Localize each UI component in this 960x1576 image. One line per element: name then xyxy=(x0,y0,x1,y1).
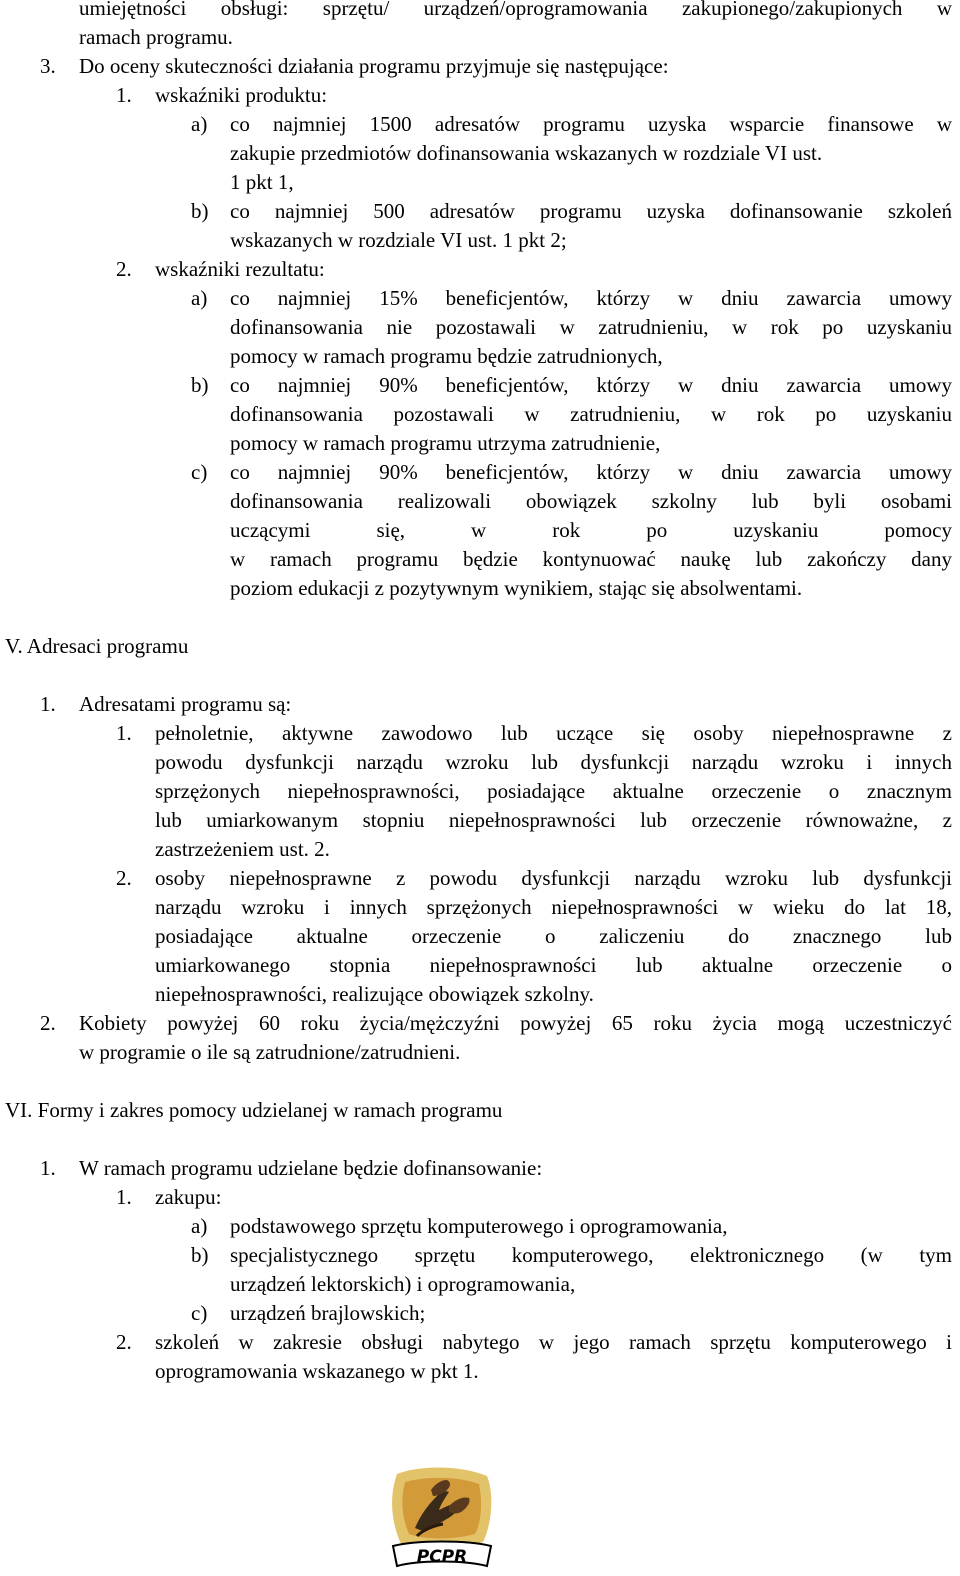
item-3-2-b-line-3: pomocy w ramach programu utrzyma zatrudnienie, xyxy=(230,431,661,455)
item-3-2-a-line-2: dofinansowania nie pozostawali w zatrudnieniu, w rok po uzyskaniu xyxy=(230,315,952,339)
continuation-line-2: ramach programu. xyxy=(79,25,233,49)
section-5-item-1-number: 1. xyxy=(40,692,56,716)
item-3-2-number: 2. xyxy=(116,257,132,281)
section-5-item-1-2-line-4: umiarkowanego stopnia niepełnosprawności lub aktualne orzeczenie o xyxy=(155,953,952,977)
section-5-item-1-1-line-2: powodu dysfunkcji narządu wzroku lub dysfunkcji narządu wzroku i innych xyxy=(155,750,952,774)
item-3-1-b-line-2: wskazanych w rozdziale VI ust. 1 pkt 2; xyxy=(230,228,567,252)
section-6-heading: VI. Formy i zakres pomocy udzielanej w ramach programu xyxy=(5,1098,503,1122)
item-3-2-c-label: c) xyxy=(191,460,208,484)
section-6-item-1-2-line-2: oprogramowania wskazanego w pkt 1. xyxy=(155,1359,479,1383)
section-6-item-1-2-line-1: szkoleń w zakresie obsługi nabytego w jego ramach sprzętu komputerowego i xyxy=(155,1330,952,1354)
logo-text: PCPR xyxy=(416,1547,468,1567)
item-3-1-b-line-1: co najmniej 500 adresatów programu uzyska dofinansowanie szkoleń xyxy=(230,199,952,223)
section-6-item-1-1-a-label: a) xyxy=(191,1214,208,1238)
section-6-item-1-1-a-line-1: podstawowego sprzętu komputerowego i oprogramowania, xyxy=(230,1214,728,1238)
item-3-1-a-line-2: zakupie przedmiotów dofinansowania wskazanych w rozdziale VI ust. xyxy=(230,141,823,165)
section-5-item-1-1-line-5: zastrzeżeniem ust. 2. xyxy=(155,837,330,861)
section-5-item-2-line-1: Kobiety powyżej 60 roku życia/mężczyźni powyżej 65 roku życia mogą uczestniczyć xyxy=(79,1011,952,1035)
section-5-item-1-1-line-3: sprzężonych niepełnosprawności, posiadające aktualne orzeczenie o znacznym xyxy=(155,779,952,803)
section-5-item-1-1-line-1: pełnoletnie, aktywne zawodowo lub uczące się osoby niepełnosprawne z xyxy=(155,721,952,745)
section-5-item-1-2-number: 2. xyxy=(116,866,132,890)
section-5-item-1-2-line-5: niepełnosprawności, realizujące obowiązek szkolny. xyxy=(155,982,594,1006)
section-5-item-1-2-line-2: narządu wzroku i innych sprzężonych niepełnosprawności w wieku do lat 18, xyxy=(155,895,952,919)
item-3-1-text: wskaźniki produktu: xyxy=(155,83,328,107)
section-6-item-1-1-b-label: b) xyxy=(191,1243,209,1267)
section-6-item-1-2-number: 2. xyxy=(116,1330,132,1354)
item-3-2-a-line-3: pomocy w ramach programu będzie zatrudnionych, xyxy=(230,344,663,368)
item-3-number: 3. xyxy=(40,54,56,78)
section-5-item-1-1-number: 1. xyxy=(116,721,132,745)
section-5-item-1-text: Adresatami programu są: xyxy=(79,692,292,716)
pcpr-logo-graphic xyxy=(387,1466,497,1570)
item-3-2-b-line-2: dofinansowania pozostawali w zatrudnieniu, w rok po uzyskaniu xyxy=(230,402,952,426)
item-3-1-a-line-1: co najmniej 1500 adresatów programu uzyska wsparcie finansowe w xyxy=(230,112,952,136)
section-6-item-1-1-number: 1. xyxy=(116,1185,132,1209)
section-6-item-1-1-c-line-1: urządzeń brajlowskich; xyxy=(230,1301,426,1325)
item-3-2-a-line-1: co najmniej 15% beneficjentów, którzy w dniu zawarcia umowy xyxy=(230,286,952,310)
section-6-item-1-1-c-label: c) xyxy=(191,1301,208,1325)
item-3-2-b-line-1: co najmniej 90% beneficjentów, którzy w dniu zawarcia umowy xyxy=(230,373,952,397)
section-5-item-2-number: 2. xyxy=(40,1011,56,1035)
item-3-2-c-line-3: uczącymi się, w rok po uzyskaniu pomocy xyxy=(230,518,952,542)
pcpr-logo xyxy=(387,1466,497,1570)
item-3-1-a-label: a) xyxy=(191,112,208,136)
item-3-2-c-line-1: co najmniej 90% beneficjentów, którzy w dniu zawarcia umowy xyxy=(230,460,952,484)
section-5-item-1-2-line-1: osoby niepełnosprawne z powodu dysfunkcji narządu wzroku lub dysfunkcji xyxy=(155,866,952,890)
section-5-heading: V. Adresaci programu xyxy=(5,634,189,658)
section-5-item-1-2-line-3: posiadające aktualne orzeczenie o zaliczeniu do znacznego lub xyxy=(155,924,952,948)
item-3-2-c-line-4: w ramach programu będzie kontynuować naukę lub zakończy dany xyxy=(230,547,952,571)
item-3-text: Do oceny skuteczności działania programu przyjmuje się następujące: xyxy=(79,54,669,78)
section-6-item-1-text: W ramach programu udzielane będzie dofinansowanie: xyxy=(79,1156,543,1180)
item-3-1-b-label: b) xyxy=(191,199,209,223)
continuation-line-1: umiejętności obsługi: sprzętu/ urządzeń/oprogramowania zakupionego/zakupionych w xyxy=(79,0,952,20)
section-5-item-1-1-line-4: lub umiarkowanym stopniu niepełnosprawności lub orzeczenie równoważne, z xyxy=(155,808,952,832)
section-5-item-2-line-2: w programie o ile są zatrudnione/zatrudnieni. xyxy=(79,1040,461,1064)
section-6-item-1-1-text: zakupu: xyxy=(155,1185,222,1209)
section-6-item-1-number: 1. xyxy=(40,1156,56,1180)
section-6-item-1-1-b-line-1: specjalistycznego sprzętu komputerowego, elektronicznego (w tym xyxy=(230,1243,952,1267)
section-6-item-1-1-b-line-2: urządzeń lektorskich) i oprogramowania, xyxy=(230,1272,576,1296)
item-3-1-a-line-3: 1 pkt 1, xyxy=(230,170,294,194)
item-3-2-text: wskaźniki rezultatu: xyxy=(155,257,325,281)
item-3-2-a-label: a) xyxy=(191,286,208,310)
item-3-1-number: 1. xyxy=(116,83,132,107)
item-3-2-b-label: b) xyxy=(191,373,209,397)
item-3-2-c-line-5: poziom edukacji z pozytywnym wynikiem, stając się absolwentami. xyxy=(230,576,803,600)
item-3-2-c-line-2: dofinansowania realizowali obowiązek szkolny lub byli osobami xyxy=(230,489,952,513)
